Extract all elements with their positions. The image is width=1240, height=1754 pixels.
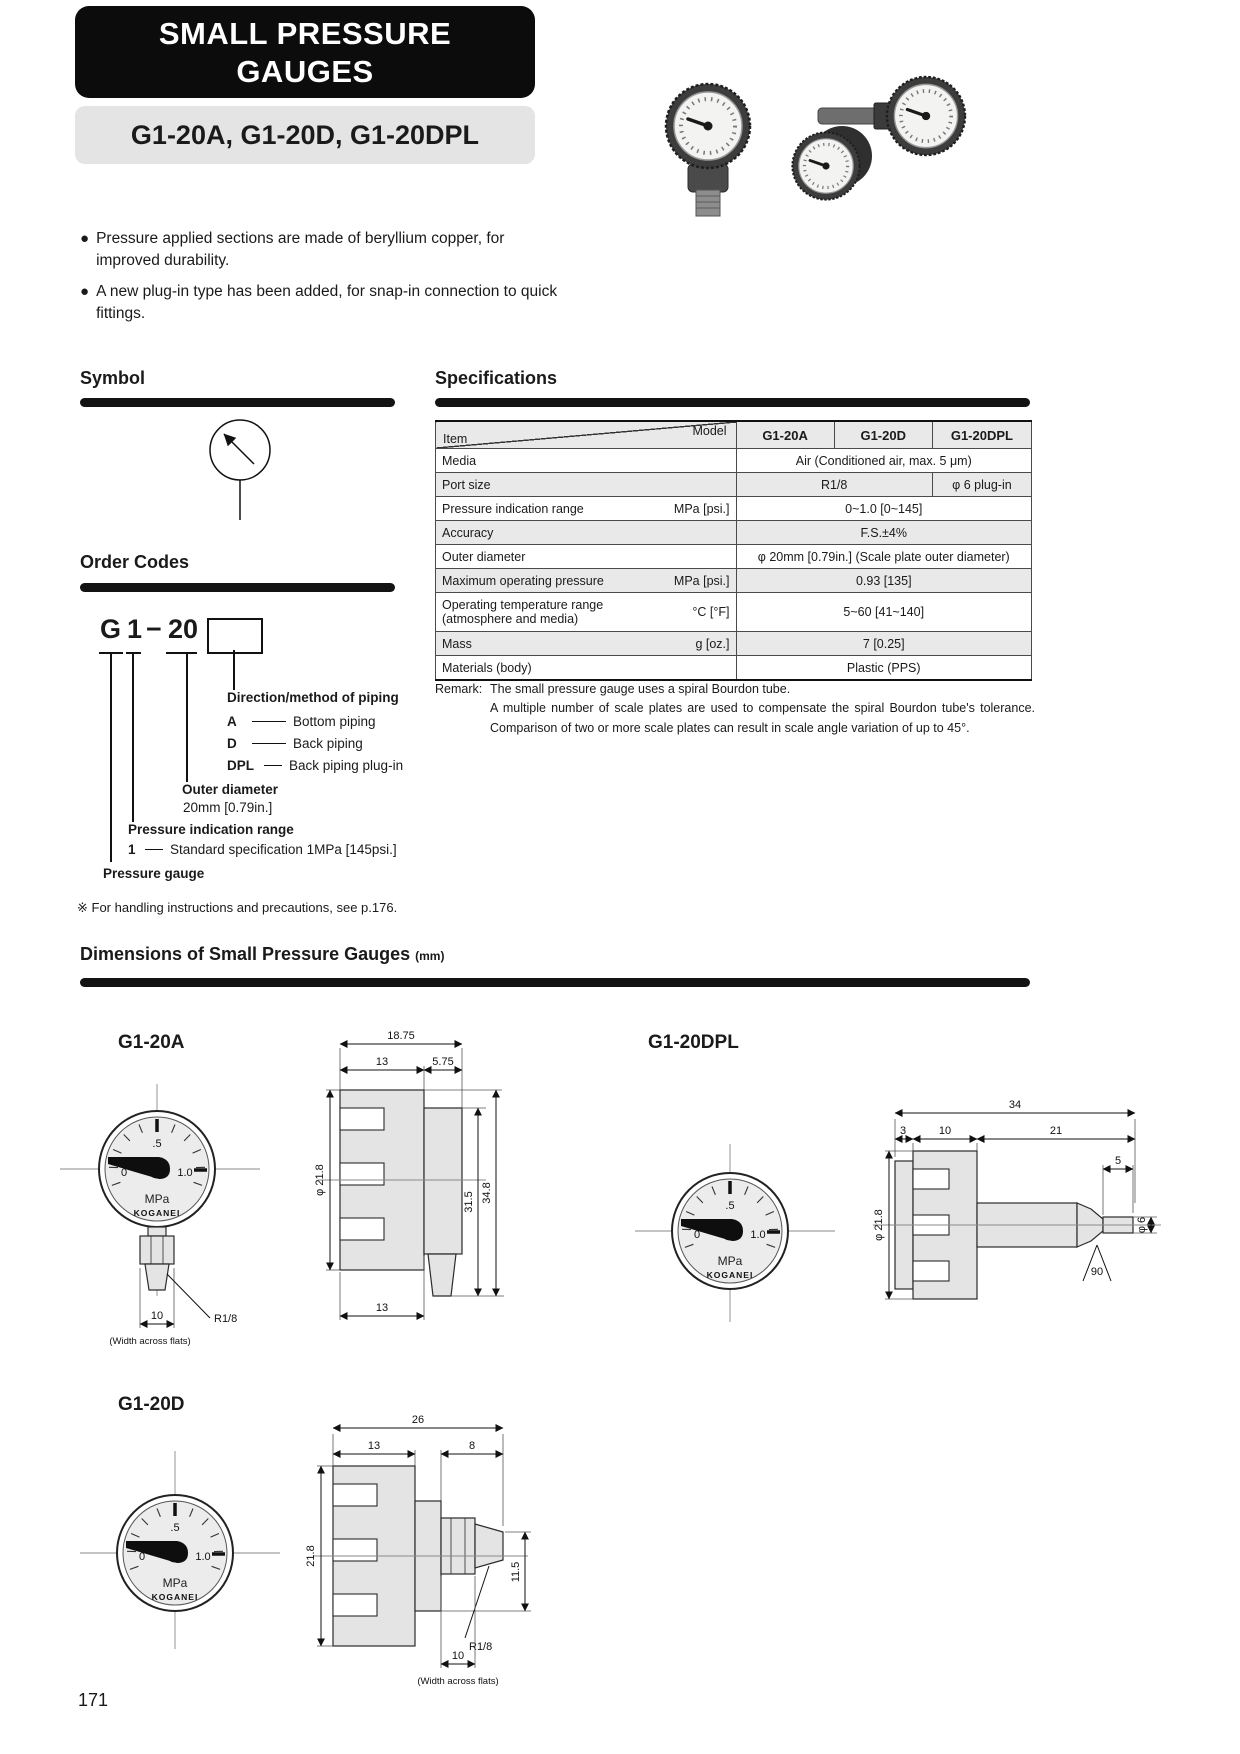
dim-top-left: 13 [367, 1440, 381, 1452]
corner-cell [436, 421, 737, 449]
specifications-divider [435, 398, 1030, 407]
dim-plug-dia: φ 6 [1136, 1216, 1148, 1234]
direction-option-d: D Back piping [227, 736, 363, 751]
feature-text: Pressure applied sections are made of beryllium copper, for improved durability. [96, 230, 505, 269]
g1-20dpl-front-view [635, 1136, 835, 1326]
column-g1-20dpl: G1-20DPL [932, 421, 1031, 449]
photo-gauge-bottom-piping [666, 84, 750, 216]
model-names-band: G1-20A, G1-20D, G1-20DPL [75, 106, 535, 164]
dim-flats-note: (Width across flats) [109, 1336, 191, 1347]
code-char-g: G [100, 614, 122, 644]
dim-flats: 10 [150, 1310, 164, 1322]
pressure-range-option: 1 Standard specification 1MPa [145psi.] [128, 842, 397, 857]
spec-row-mass: Mass g [oz.] 7 [0.25] [436, 632, 1032, 656]
g1-20dpl-label: G1-20DPL [648, 1032, 739, 1053]
dimensions-heading: Dimensions of Small Pressure Gauges (mm) [80, 944, 445, 964]
page-number: 171 [78, 1690, 109, 1710]
specifications-table [435, 420, 1032, 681]
dimensions-divider [80, 978, 1030, 987]
dim-flats-note: (Width across flats) [417, 1676, 499, 1687]
g1-20d-front-view [80, 1451, 280, 1651]
dim-top-total: 18.75 [387, 1030, 415, 1042]
bullet-icon: ● [80, 283, 90, 300]
outer-diameter-value: 20mm [0.79in.] [183, 800, 273, 815]
column-g1-20a: G1-20A [736, 421, 834, 449]
spec-row-pressure-range: Pressure indication range MPa [psi.] 0~1.0 [0~145] [436, 497, 1032, 521]
spec-row-port-size: Port size R1/8 φ 6 plug-in [436, 473, 1032, 497]
dim-dia: φ 21.8 [873, 1209, 885, 1241]
corner-model-label: Model [692, 424, 727, 438]
spec-row-temp-range: Operating temperature range (atmosphere and media) °C [°F] 5~60 [41~140] [436, 593, 1032, 632]
g1-20d-side-view [293, 1406, 543, 1706]
pressure-range-title: Pressure indication range [128, 822, 294, 837]
spec-row-media: Media Air (Conditioned air, max. 5 μm) [436, 449, 1032, 473]
bullet-icon: ● [80, 230, 90, 247]
dim-chamfer-angle: 90 [1090, 1266, 1104, 1278]
dim-plug-len: 5 [1114, 1155, 1122, 1167]
dim-port-h: 11.5 [510, 1561, 522, 1583]
connector-box [233, 650, 235, 690]
feature-item [80, 281, 565, 325]
remark [435, 680, 1035, 738]
code-char-dash: − [146, 614, 162, 644]
order-code-diagram [0, 614, 500, 914]
dim-dia: φ 21.8 [314, 1164, 326, 1196]
dim-thread: R1/8 [469, 1641, 493, 1653]
dim-top-right: 5.75 [432, 1056, 454, 1068]
dim-top-total: 26 [411, 1414, 425, 1426]
connector-g [110, 654, 112, 862]
dim-top-left: 13 [375, 1056, 389, 1068]
dim-h-total: 34.8 [481, 1182, 493, 1204]
direction-option-dpl: DPL Back piping plug-in [227, 758, 404, 773]
feature-text: A new plug-in type has been added, for snap-in connection to quick fittings. [96, 283, 558, 322]
order-codes-divider [80, 583, 395, 592]
corner-item-label: Item [443, 432, 468, 446]
pressure-gauge-title: Pressure gauge [103, 866, 205, 881]
handling-note: ※ For handling instructions and precautions, see p.176. [77, 900, 398, 915]
dim-seg3: 21 [1049, 1125, 1063, 1137]
spec-row-max-pressure: Maximum operating pressure MPa [psi.] 0.93 [135] [436, 569, 1032, 593]
code-option-box [207, 618, 263, 654]
leader-line [145, 849, 163, 850]
feature-item [80, 228, 565, 272]
dim-top-right: 8 [468, 1440, 476, 1452]
dim-top-total: 34 [1008, 1099, 1022, 1111]
dim-seg1: 3 [899, 1125, 907, 1137]
symbol-divider [80, 398, 395, 407]
g1-20dpl-side-view [865, 1095, 1165, 1325]
dim-thread: R1/8 [214, 1313, 238, 1325]
photo-gauge-back-piping [792, 126, 872, 200]
title-line-2: GAUGES [236, 54, 374, 89]
spec-header-row [436, 421, 1032, 449]
connector-20 [186, 654, 188, 782]
title-line-1: SMALL PRESSURE [158, 16, 452, 51]
leader-line [264, 765, 282, 766]
dimensions-unit: (mm) [415, 949, 445, 963]
remark-label: Remark: [435, 682, 483, 696]
g1-20d-label: G1-20D [118, 1394, 185, 1415]
g1-20a-front-view [60, 1078, 260, 1368]
direction-title: Direction/method of piping [227, 690, 399, 705]
pressure-gauge-symbol [178, 414, 303, 534]
product-photo [618, 64, 1003, 222]
leader-line [252, 743, 286, 744]
feature-list [80, 228, 565, 334]
dim-h-inner: 31.5 [463, 1191, 475, 1213]
specifications-heading: Specifications [435, 368, 558, 388]
page-title [75, 6, 535, 98]
column-g1-20d: G1-20D [834, 421, 932, 449]
spec-row-outer-diameter: Outer diameter φ 20mm [0.79in.] (Scale plate outer diameter) [436, 545, 1032, 569]
dim-bottom: 13 [375, 1302, 389, 1314]
spec-row-materials: Materials (body) Plastic (PPS) [436, 656, 1032, 681]
g1-20a-label: G1-20A [118, 1032, 185, 1053]
remark-body: The small pressure gauge uses a spiral Bourdon tube. A multiple number of scale plates are used to compensate the spiral Bourdon tube's tolerance. Comparison of two or more scale plates can result in scale angle variation of up to 45°. [490, 682, 1035, 735]
connector-1 [132, 654, 134, 822]
dim-dia: 21.8 [305, 1545, 317, 1567]
code-char-20: 20 [168, 614, 199, 644]
symbol-heading: Symbol [80, 368, 146, 388]
direction-option-a: A Bottom piping [227, 714, 376, 729]
outer-diameter-title: Outer diameter [182, 782, 279, 797]
dim-seg2: 10 [938, 1125, 952, 1137]
order-codes-heading: Order Codes [80, 552, 190, 572]
code-char-1: 1 [127, 614, 143, 644]
dim-flats: 10 [451, 1650, 465, 1662]
spec-row-accuracy: Accuracy F.S.±4% [436, 521, 1032, 545]
g1-20a-side-view [290, 1020, 510, 1330]
leader-line [252, 721, 286, 722]
